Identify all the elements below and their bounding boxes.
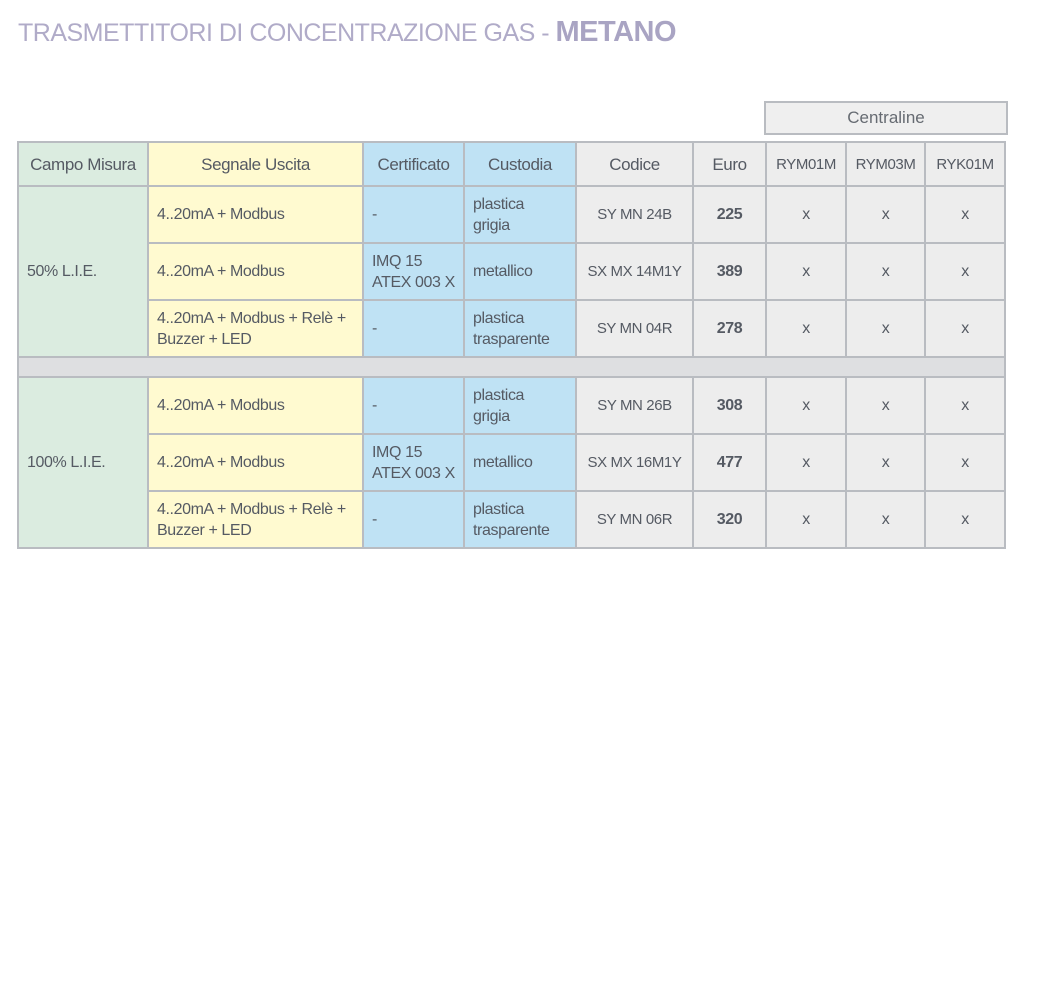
segnale-uscita-cell [148,243,363,300]
segnale-uscita-cell [148,377,363,434]
euro-cell: 278 [693,300,766,357]
header-codice: Codice [576,142,693,186]
segnale-uscita-cell [148,186,363,243]
certificato-cell-line-1: - [372,397,377,414]
campo-misura-cell: 100% L.I.E. [18,377,148,548]
custodia-cell [464,434,576,491]
header-campo-misura: Campo Misura [18,142,148,186]
header-rym03m: RYM03M [846,142,925,186]
codice-cell: SY MN 26B [576,377,693,434]
custodia-cell-line-2: grigia [473,216,510,234]
custodia-cell-line-1: plastica [473,195,525,213]
ryk01m-cell: x [925,243,1005,300]
codice-cell: SX MX 14M1Y [576,243,693,300]
codice-cell: SY MN 06R [576,491,693,548]
table-row [18,434,1005,491]
header-certificato: Certificato [363,142,464,186]
ryk01m-cell: x [925,186,1005,243]
euro-cell: 225 [693,186,766,243]
certificato-cell [363,377,464,434]
title-highlight: METANO [555,16,677,48]
certificato-cell-line-1: IMQ 15 [372,443,423,461]
certificato-cell [363,491,464,548]
rym01m-cell: x [766,377,846,434]
centraline-header: Centraline [764,101,1008,135]
codice-cell: SY MN 04R [576,300,693,357]
custodia-cell-line-2: trasparente [473,521,550,539]
custodia-cell [464,377,576,434]
custodia-cell-line-1: plastica [473,386,525,404]
header-custodia: Custodia [464,142,576,186]
custodia-cell [464,186,576,243]
custodia-cell-line-1: plastica [473,500,525,518]
segnale-uscita-cell [148,300,363,357]
rym03m-cell: x [846,243,925,300]
certificato-cell-line-1: - [372,511,377,528]
ryk01m-cell: x [925,300,1005,357]
euro-cell: 308 [693,377,766,434]
rym01m-cell: x [766,186,846,243]
rym03m-cell: x [846,377,925,434]
segnale-uscita-cell-line-1: 4..20mA + Modbus [157,454,285,471]
certificato-cell [363,186,464,243]
segnale-uscita-cell [148,434,363,491]
segnale-uscita-cell-line-1: 4..20mA + Modbus [157,263,285,280]
custodia-cell-line-1: plastica [473,309,525,327]
segnale-uscita-cell-line-2: Buzzer + LED [157,330,252,348]
separator-cell [18,357,1005,377]
rym03m-cell: x [846,186,925,243]
custodia-cell-line-1: metallico [473,263,533,280]
custodia-cell-line-2: trasparente [473,330,550,348]
header-ryk01m: RYK01M [925,142,1005,186]
segnale-uscita-cell-line-1: 4..20mA + Modbus [157,206,285,223]
ryk01m-cell: x [925,434,1005,491]
rym03m-cell: x [846,300,925,357]
segnale-uscita-cell-line-1: 4..20mA + Modbus [157,397,285,414]
ryk01m-cell: x [925,491,1005,548]
certificato-cell-line-2: ATEX 003 X [372,464,455,482]
header-row [18,142,1005,186]
euro-cell: 477 [693,434,766,491]
custodia-cell-line-2: grigia [473,407,510,425]
rym01m-cell: x [766,243,846,300]
rym01m-cell: x [766,491,846,548]
certificato-cell-line-1: - [372,206,377,223]
price-table [17,141,1006,549]
custodia-cell-line-1: metallico [473,454,533,471]
custodia-cell [464,491,576,548]
certificato-cell-line-1: IMQ 15 [372,252,423,270]
rym03m-cell: x [846,491,925,548]
header-rym01m: RYM01M [766,142,846,186]
campo-misura-cell: 50% L.I.E. [18,186,148,357]
segnale-uscita-cell [148,491,363,548]
page-title [18,16,676,49]
segnale-uscita-cell-line-1: 4..20mA + Modbus + Relè + [157,309,346,327]
rym01m-cell: x [766,300,846,357]
table-row [18,186,1005,243]
custodia-cell [464,300,576,357]
segnale-uscita-cell-line-1: 4..20mA + Modbus + Relè + [157,500,346,518]
title-prefix: TRASMETTITORI DI CONCENTRAZIONE GAS - [18,19,556,47]
certificato-cell-line-2: ATEX 003 X [372,273,455,291]
certificato-cell [363,434,464,491]
euro-cell: 320 [693,491,766,548]
header-segnale-uscita: Segnale Uscita [148,142,363,186]
custodia-cell [464,243,576,300]
codice-cell: SY MN 24B [576,186,693,243]
certificato-cell [363,243,464,300]
header-euro: Euro [693,142,766,186]
certificato-cell-line-1: - [372,320,377,337]
table-row [18,300,1005,357]
codice-cell: SX MX 16M1Y [576,434,693,491]
ryk01m-cell: x [925,377,1005,434]
table-row [18,491,1005,548]
group-separator [18,357,1005,377]
segnale-uscita-cell-line-2: Buzzer + LED [157,521,252,539]
rym01m-cell: x [766,434,846,491]
euro-cell: 389 [693,243,766,300]
table-row [18,243,1005,300]
table-row [18,377,1005,434]
certificato-cell [363,300,464,357]
rym03m-cell: x [846,434,925,491]
